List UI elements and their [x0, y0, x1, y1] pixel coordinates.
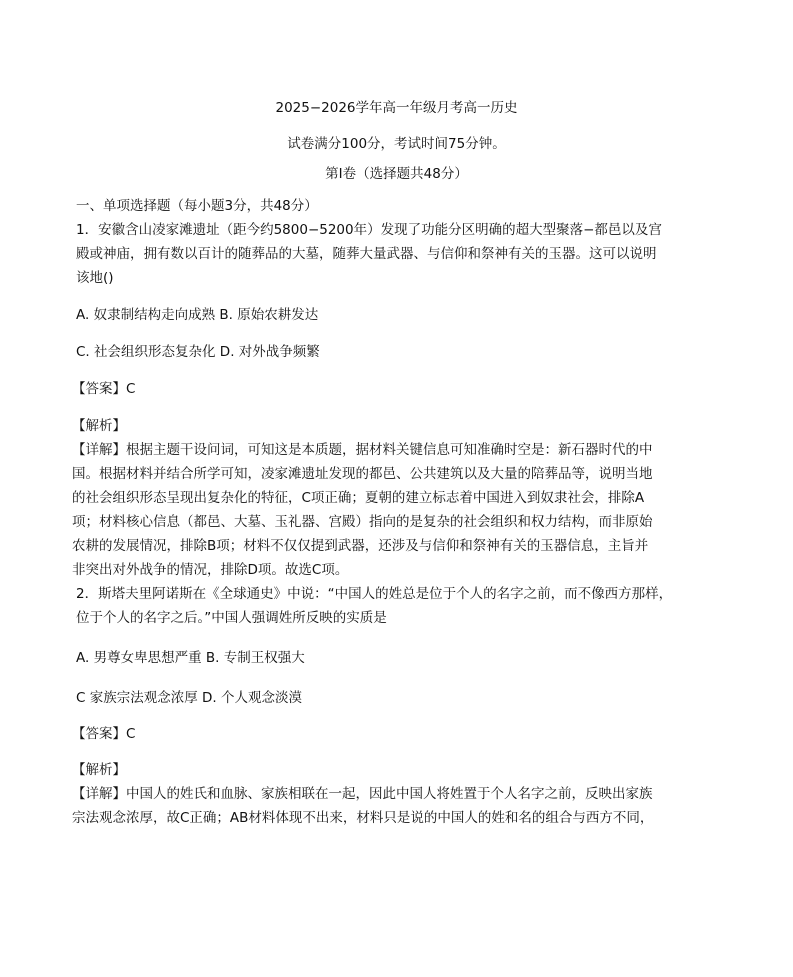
section-heading: 第Ⅰ卷（选择题共48分）	[325, 166, 468, 182]
question-2-line: 2．斯塔夫里阿诺斯在《全球通史》中说：“中国人的姓总是位于个人的名字之前，而不像西方那样，	[76, 586, 673, 602]
question-1-line: 该地()	[76, 270, 114, 286]
part-heading: 一、单项选择题（每小题3分，共48分）	[76, 198, 318, 214]
question-2-answer: 【答案】C	[72, 726, 136, 742]
analysis-line: 项；材料核心信息（都邑、大墓、玉礼器、宫殿）指向的是复杂的社会组织和权力结构，而非原始	[72, 514, 653, 530]
question-1-answer: 【答案】C	[72, 381, 136, 397]
question-1-line: 殿或神庙，拥有数以百计的随葬品的大墓，随葬大量武器、与信仰和祭神有关的玉器。这可以说明	[76, 246, 657, 262]
analysis-line: 【详解】根据主题干设问词，可知这是本质题，据材料关键信息可知准确时空是：新石器时代的中	[72, 442, 653, 458]
question-2-analysis-label: 【解析】	[72, 762, 126, 778]
exam-title: 2025−2026学年高一年级月考高一历史	[275, 100, 518, 116]
question-2-options-cd: C 家族宗法观念浓厚 D. 个人观念淡漠	[76, 690, 302, 706]
question-2	[72, 582, 718, 830]
analysis-line: 国。根据材料并结合所学可知，凌家滩遗址发现的都邑、公共建筑以及大量的陪葬品等，说明当地	[72, 466, 653, 482]
question-1-analysis	[72, 438, 718, 582]
question-2-analysis	[72, 782, 718, 830]
question-1-options-ab: A. 奴隶制结构走向成熟 B. 原始农耕发达	[76, 307, 319, 323]
question-1-options-cd: C. 社会组织形态复杂化 D. 对外战争频繁	[76, 344, 320, 360]
analysis-line: 的社会组织形态呈现出复杂化的特征，C项正确；夏朝的建立标志着中国进入到奴隶社会，排除A	[72, 490, 645, 506]
analysis-line: 宗法观念浓厚，故C正确；AB材料体现不出来，材料只是说的中国人的姓和名的组合与西方不同，	[72, 810, 654, 826]
analysis-line: 【详解】中国人的姓氏和血脉、家族相联在一起，因此中国人将姓置于个人名字之前，反映出家族	[72, 786, 653, 802]
question-1	[72, 218, 718, 582]
question-1-analysis-label: 【解析】	[72, 418, 126, 434]
analysis-line: 农耕的发展情况，排除B项；材料不仅仅提到武器，还涉及与信仰和祭神有关的玉器信息，主旨并	[72, 538, 649, 554]
analysis-line: 非突出对外战争的情况，排除D项。故选C项。	[72, 562, 349, 578]
question-2-options-ab: A. 男尊女卑思想严重 B. 专制王权强大	[76, 650, 305, 666]
question-2-line: 位于个人的名字之后。”中国人强调姓所反映的实质是	[76, 610, 387, 626]
exam-subtitle: 试卷满分100分，考试时间75分钟。	[287, 136, 506, 152]
question-1-line: 1．安徽含山凌家滩遗址（距今约5800−5200年）发现了功能分区明确的超大型聚落−都邑以及宫	[76, 222, 662, 238]
exam-body	[72, 194, 718, 830]
